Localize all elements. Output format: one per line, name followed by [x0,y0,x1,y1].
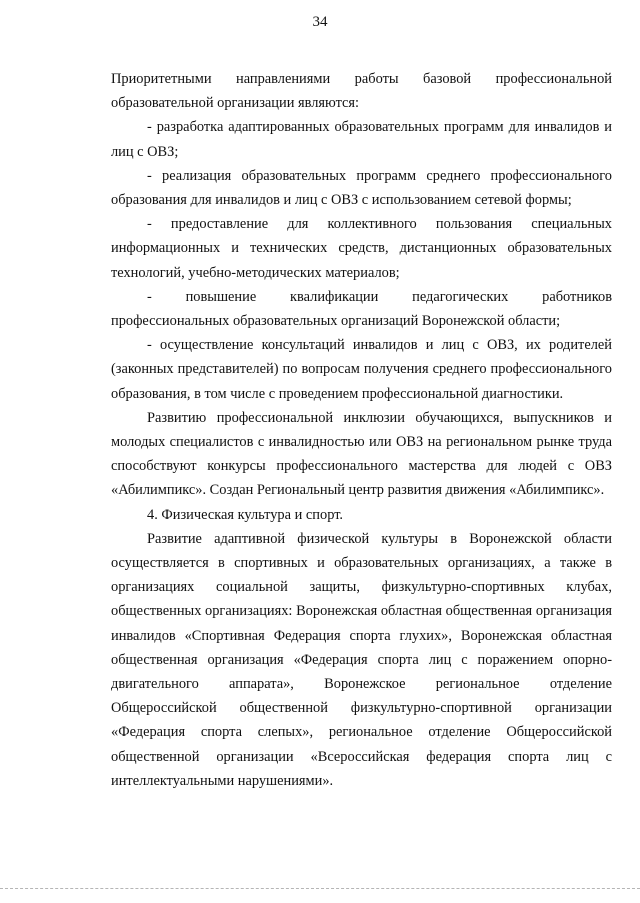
paragraph-priorities-intro: Приоритетными направлениями работы базовой профессиональной образовательной организации являются: [111,71,612,112]
paragraph-adaptive-sport: Развитие адаптивной физической культуры в Воронежской области осуществляется в спортивных и образовательных организациях, а также в организациях социальной защиты, физкультурно-спортивных клубах, общественных организациях: Воронежская областная общественная организация инвалидов «Спортивная Федерация спорта глухих», Воронежская областная общественная организация «Федерация спорта лиц с поражением опорно-двигательного аппарата», Воронежское региональное отделение Общероссийской общественной физкультурно-спортивной организации «Федерация спорта слепых», региональное отделение Общероссийской общественной организации «Всероссийская федерация спорта лиц с интеллектуальными нарушениями». [111,530,612,789]
page-number: 34 [312,14,328,30]
footer-divider [0,888,640,889]
section-heading-physical-culture: 4. Физическая культура и спорт. [147,506,344,523]
list-item-collective-use: - предоставление для коллективного пользования специальных информационных и технических средств, дистанционных образовательных технологий, учебно-методических материалов; [111,216,612,281]
list-item-qualification: - повышение квалификации педагогических работников профессиональных образовательных организаций Воронежской области; [111,288,612,330]
list-item-network-form: - реализация образовательных программ среднего профессионального образования для инвалидов и лиц с ОВЗ с использованием сетевой формы; [111,167,612,209]
list-item-consultations: - осуществление консультаций инвалидов и лиц с ОВЗ, их родителей (законных представителей) по вопросам получения среднего профессионального образования, в том числе с проведением профессиональной диагностики. [111,337,612,402]
paragraph-abilympics: Развитию профессиональной инклюзии обучающихся, выпускников и молодых специалистов с инвалидностью или ОВЗ на региональном рынке труда способствуют конкурсы профессионального мастерства для людей с ОВЗ «Абилимпикс». Создан Региональный центр развития движения «Абилимпикс». [111,409,612,499]
list-item-adapted-programs: - разработка адаптированных образовательных программ для инвалидов и лиц с ОВЗ; [111,119,612,160]
document-body [111,67,612,793]
